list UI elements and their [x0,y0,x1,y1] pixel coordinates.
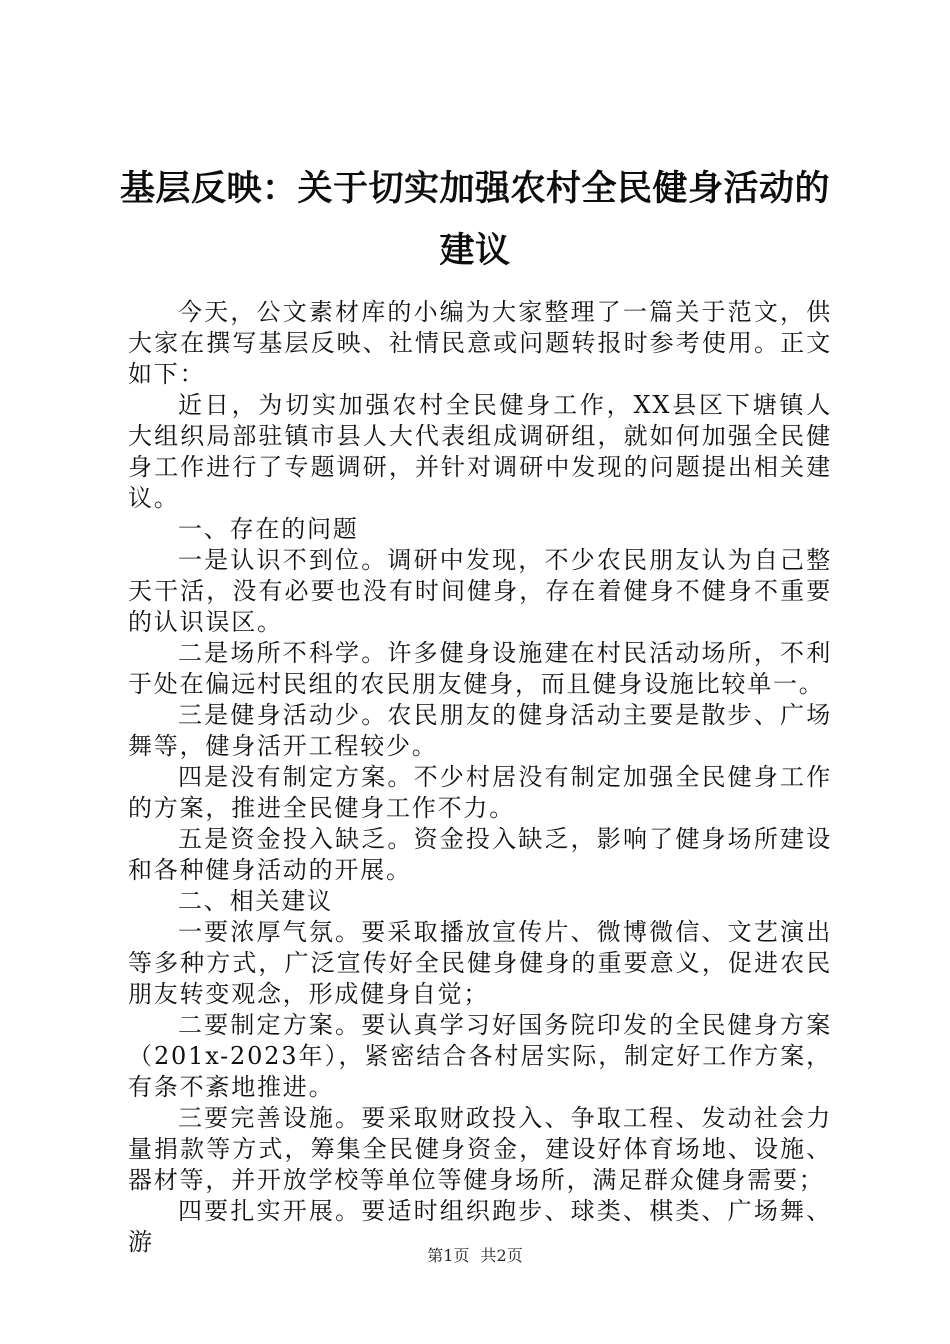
paragraph-problem-4: 四是没有制定方案。不少村居没有制定加强全民健身工作的方案，推进全民健身工作不力。 [128,763,832,822]
paragraph-suggestion-4: 四要扎实开展。要适时组织跑步、球类、棋类、广场舞、游 [128,1197,832,1256]
paragraph-problem-5: 五是资金投入缺乏。资金投入缺乏，影响了健身场所建设和各种健身活动的开展。 [128,825,832,884]
paragraph-intro: 今天，公文素材库的小编为大家整理了一篇关于范文，供大家在撰写基层反映、社情民意或问题转报时参考使用。正文如下： [128,298,832,388]
section-heading-problems: 一、存在的问题 [178,515,359,543]
section-heading-suggestions: 二、相关建议 [178,887,333,915]
paragraph-background: 近日，为切实加强农村全民健身工作，XX县区下塘镇人大组织局部驻镇市县人大代表组成调研组，就如何加强全民健身工作进行了专题调研，并针对调研中发现的问题提出相关建议。 [128,391,832,512]
page-number: 第1页 [427,1246,470,1265]
document-body [128,297,832,1258]
paragraph-suggestion-2: 二要制定方案。要认真学习好国务院印发的全民健身方案（201x-2023年），紧密结合各村居实际，制定好工作方案，有条不紊地推进。 [128,1011,832,1101]
page-footer [0,1243,950,1266]
page-total: 共2页 [480,1246,523,1265]
paragraph-suggestion-3: 三要完善设施。要采取财政投入、争取工程、发动社会力量捐款等方式，筹集全民健身资金，建设好体育场地、设施、器材等，并开放学校等单位等健身场所，满足群众健身需要； [128,1104,832,1194]
paragraph-problem-2: 二是场所不科学。许多健身设施建在村民活动场所，不利于处在偏远村民组的农民朋友健身，而且健身设施比较单一。 [128,639,832,698]
paragraph-suggestion-1: 一要浓厚气氛。要采取播放宣传片、微博微信、文艺演出等多种方式，广泛宣传好全民健身健身的重要意义，促进农民朋友转变观念，形成健身自觉； [128,918,832,1008]
document-title: 基层反映：关于切实加强农村全民健身活动的建议 [119,169,830,271]
paragraph-problem-1: 一是认识不到位。调研中发现，不少农民朋友认为自己整天干活，没有必要也没有时间健身，存在着健身不健身不重要的认识误区。 [128,546,832,636]
paragraph-problem-3: 三是健身活动少。农民朋友的健身活动主要是散步、广场舞等，健身活开工程较少。 [128,701,832,760]
